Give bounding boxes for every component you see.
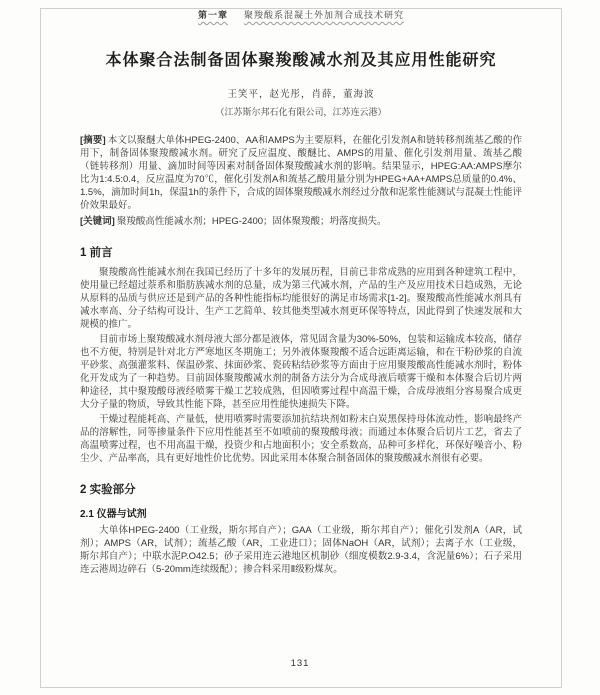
running-header	[80, 6, 522, 21]
section-1-paragraph-3: 干燥过程能耗高、产量低，使用喷雾时需要添加抗结块剂如粉末白炭黑保持母体流动性，影响最终产品的溶解性，同等掺量条件下应用性能甚至不如喷前的聚羧酸母液；而通过本体聚合后切片工艺，省去了高温喷雾过程，也不用高温干燥，投资少和占地面积小；安全系数高，品种可多样化，环保好噪音小、粉尘少、产品率高，具有更好地性价比优势。因此采用本体聚合制备固体的聚羧酸减水剂很有必要。	[80, 414, 522, 464]
authors-line: 王笑平，赵光彤，肖薛，董海波	[227, 89, 375, 100]
paper-title: 本体聚合法制备固体聚羧酸减水剂及其应用性能研究	[105, 52, 497, 69]
keywords-label: [关键词]	[80, 216, 115, 227]
section-1-paragraph-2: 目前市场上聚羧酸减水剂母液大部分都是液体，常见固含量为30%-50%，包装和运输成本较高，储存也不方便，特别是针对北方严寒地区冬期施工；另外液体聚羧酸不适合远距离运输，和在干粉砂浆的自流平砂浆、高强灌浆料、保温砂浆、抹面砂浆、瓷砖粘结砂浆等方面由于应用聚羧酸高性能减水剂时，粉体化开发成为了一种趋势。目前固体聚羧酸减水剂的制备方法分为合成母液后喷雾干燥和本体聚合后切片两种途径，其中聚羧酸母液经喷雾干燥工艺较成熟，但因喷雾过程中高温干燥，合成母液组分容易聚合成更大分子量的物质，导致其性能下降，甚至应用性能快速损失下降。	[80, 334, 522, 410]
page-number: 131	[290, 658, 310, 669]
keywords-text: 聚羧酸高性能减水剂；HPEG-2400；固体聚羧酸；坍落度损失。	[116, 216, 387, 227]
page-content	[80, 6, 522, 578]
affiliation-line: （江苏斯尔邦石化有限公司，江苏连云港）	[215, 107, 387, 117]
header-title: 聚羧酸系混凝土外加剂合成技术研究	[244, 10, 405, 20]
section-1-heading: 1 前言	[80, 247, 113, 259]
section-2-1-paragraph-1: 大单体HPEG-2400（工业级，斯尔邦自产）；GAA（工业级，斯尔邦自产）；催化引发剂A（AR，试剂）；AMPS（AR，试剂）；巯基乙酸（AR，工业进口）；固体NaOH（AR，试剂）；去离子水（工业级，斯尔邦自产）；中联水泥P.O42.5；砂子采用连云港地区机制砂（细度模数2.9-3.4，含泥量6%）；石子采用连云港周边碎石（5-20mm连续级配）；掺合料采用Ⅱ级粉煤灰。	[80, 525, 522, 575]
abstract-label: [摘要]	[80, 135, 106, 146]
header-chapter: 第一章	[197, 10, 228, 20]
abstract-paragraph	[80, 134, 522, 212]
section-2-1-heading: 2.1 仪器与试剂	[80, 509, 147, 520]
section-2-heading: 2 实验部分	[80, 484, 136, 496]
section-1-paragraph-1: 聚羧酸高性能减水剂在我国已经历了十多年的发展历程，目前已非常成熟的应用到各种建筑工程中，使用量已经超过萘系和脂肪族减水剂的总量，成为第三代减水剂，产品的生产及应用技术日趋成熟，无论从原料的品质与供应还是到产品的各种性能指标均能很好的满足市场需求[1-2]。聚羧酸高性能减水剂具有减水率高、分子结构可设计、生产工艺简单、较其他类型减水剂更环保等特点，因此得到了快速发展和大规模的推广。	[80, 267, 522, 330]
keywords-paragraph	[80, 215, 522, 228]
abstract-text: 本文以聚醚大单体HPEG-2400、AA和AMPS为主要原料，在催化引发剂A和链转移剂巯基乙酸的作用下，制备固体聚羧酸减水剂。研究了反应温度、酸醚比、AMPS的用量、催化引发剂用量、巯基乙酸（链转移剂）用量、滴加时间等因素对制备固体聚羧酸减水剂的影响。结果显示，HPEG:AA:AMPS摩尔比为1:4.5:0.4，反应温度为70℃，催化引发剂A和巯基乙酸用量分别为HPEG+AA+AMPS总质量的0.4%、1.5%，滴加时间1h，保温1h的条件下，合成的固体聚羧酸减水剂经过分散和泥浆性能测试与混凝土性能评价效果最好。	[80, 135, 523, 211]
